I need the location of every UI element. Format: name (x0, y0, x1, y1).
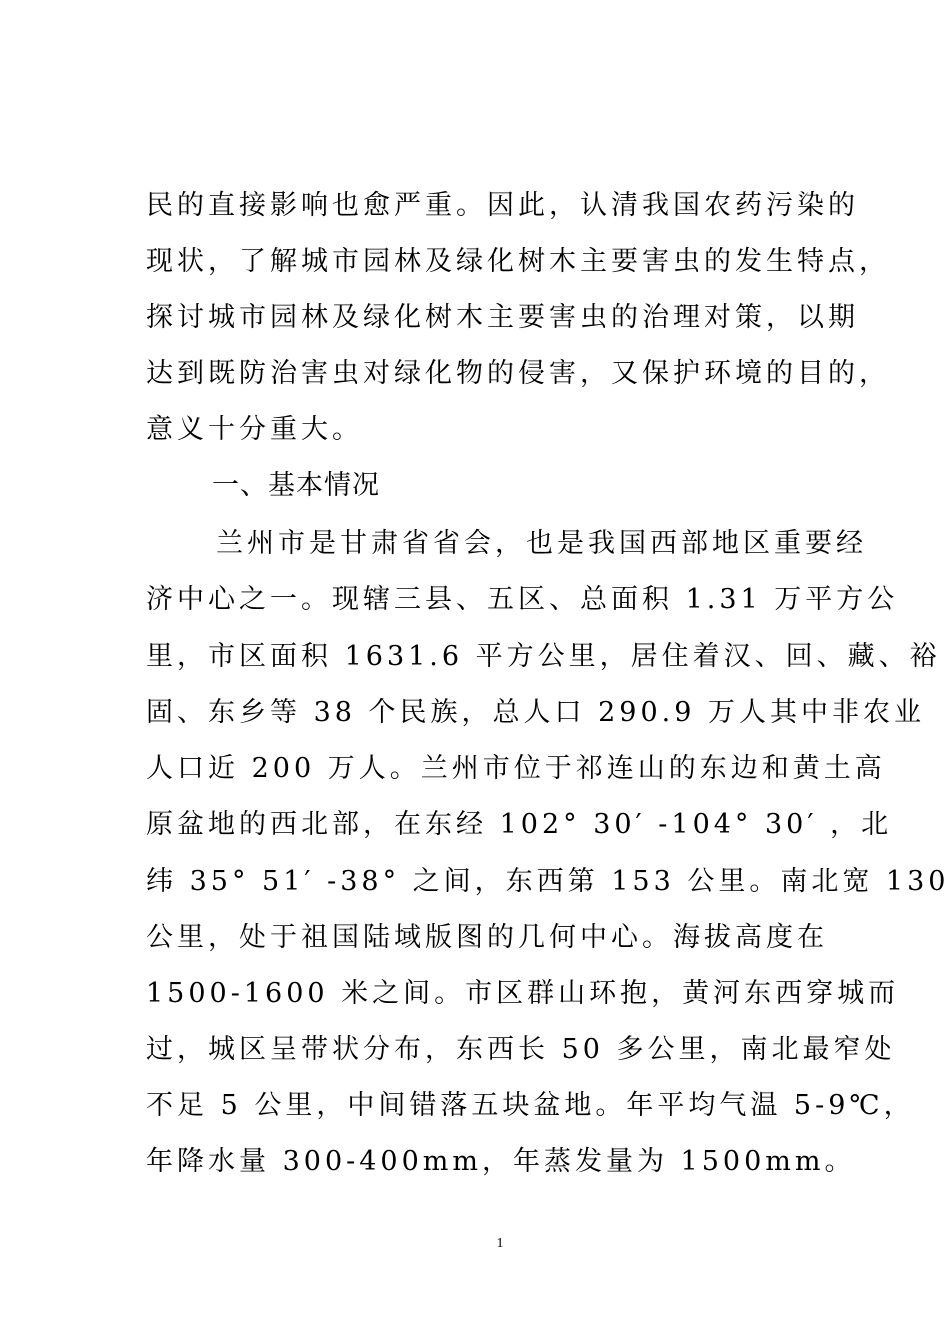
paragraph-2-line-5: 人口近 200 万人。兰州市位于祁连山的东边和黄土高 (146, 753, 886, 784)
paragraph-2-line-8: 公里，处于祖国陆域版图的几何中心。海拔高度在 (146, 922, 828, 953)
paragraph-2-line-10: 过，城区呈带状分布，东西长 50 多公里，南北最窄处 (146, 1034, 896, 1065)
paragraph-1-line-2: 现状，了解城市园林及绿化树木主要害虫的发生特点， (146, 246, 890, 277)
paragraph-2-line-12: 年降水量 300-400mm，年蒸发量为 1500mm。 (146, 1146, 856, 1177)
paragraph-2-line-6: 原盆地的西北部，在东经 102° 30′ -104° 30′ ，北 (146, 809, 893, 840)
paragraph-1-line-5: 意义十分重大。 (146, 414, 363, 445)
paragraph-2-line-4: 固、东乡等 38 个民族，总人口 290.9 万人其中非农业 (146, 697, 925, 728)
paragraph-2-line-2: 济中心之一。现辖三县、五区、总面积 1.31 万平方公 (146, 584, 899, 615)
paragraph-1-line-1: 民的直接影响也愈严重。因此，认清我国农药污染的 (146, 190, 859, 221)
page-number: 1 (496, 1236, 504, 1251)
paragraph-2-line-3: 里，市区面积 1631.6 平方公里，居住着汉、回、藏、裕 (146, 641, 941, 672)
paragraph-2-line-7: 纬 35° 51′ -38° 之间，东西第 153 公里。南北宽 130 (146, 866, 950, 897)
paragraph-1-line-4: 达到既防治害虫对绿化物的侵害，又保护环境的目的， (146, 358, 890, 389)
paragraph-2-line-9: 1500-1600 米之间。市区群山环抱，黄河东西穿城而 (146, 978, 900, 1009)
paragraph-2-line-11: 不足 5 公里，中间错落五块盆地。年平均气温 5-9℃， (146, 1090, 915, 1121)
paragraph-1-line-3: 探讨城市园林及绿化树木主要害虫的治理对策，以期 (146, 302, 859, 333)
section-heading: 一、基本情况 (212, 470, 380, 501)
paragraph-2-line-1: 兰州市是甘肃省省会，也是我国西部地区重要经 (216, 528, 867, 559)
